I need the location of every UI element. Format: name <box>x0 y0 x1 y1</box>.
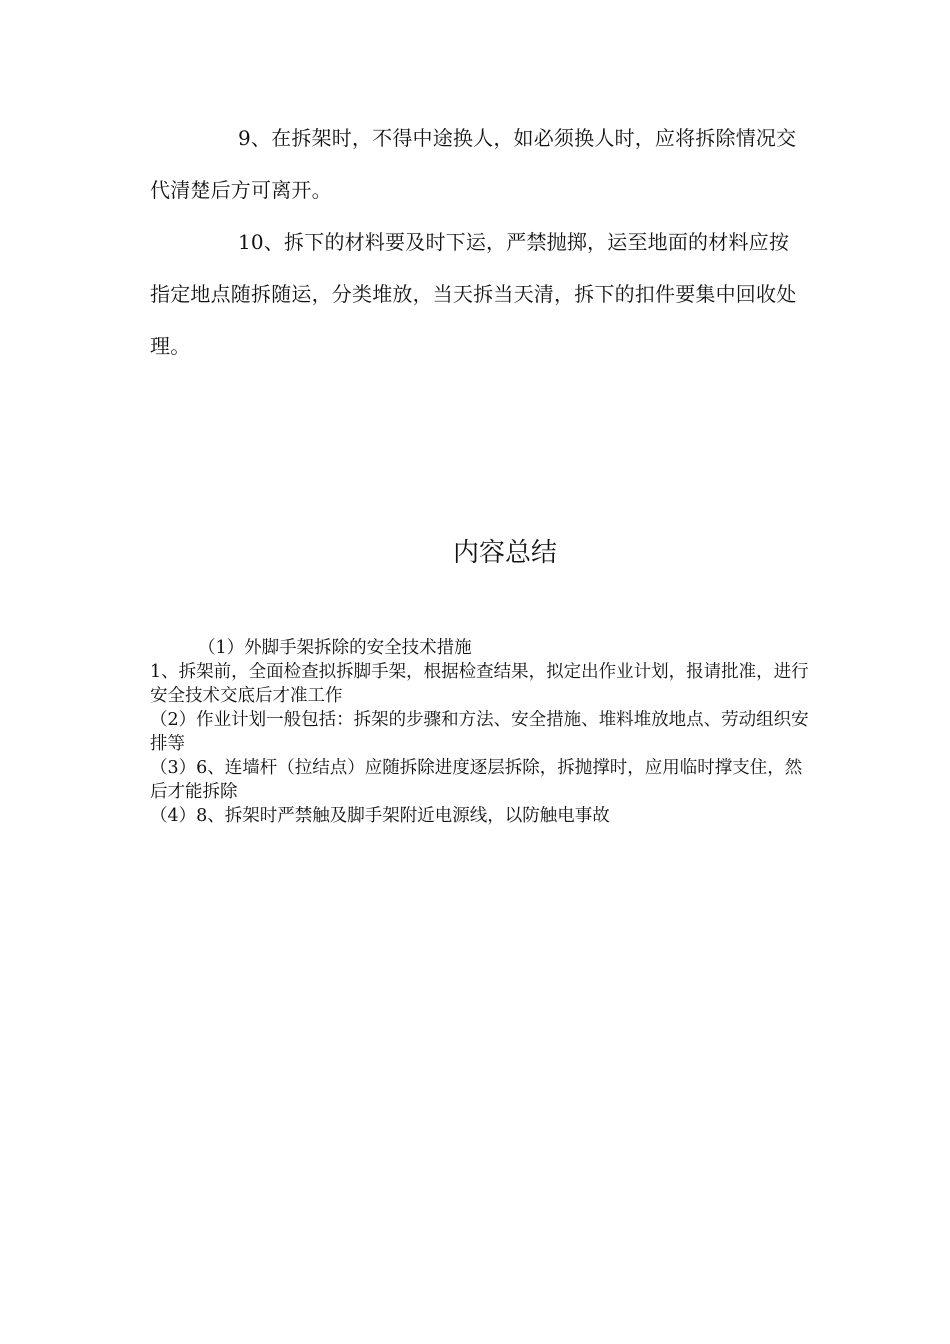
paragraph-item-9: 9、在拆架时，不得中途换人，如必须换人时，应将拆除情况交代清楚后方可离开。 <box>150 126 797 202</box>
paragraph-item-10: 10、拆下的材料要及时下运，严禁抛掷，运至地面的材料应按指定地点随拆随运，分类堆放，当天拆当天清，拆下的扣件要集中回收处理。 <box>150 230 797 358</box>
summary-line-1: （1）外脚手架拆除的安全技术措施 <box>198 638 472 658</box>
summary-line-5: （4）8、拆架时严禁触及脚手架附近电源线，以防触电事故 <box>150 806 610 826</box>
summary-line-4: （3）6、连墙杆（拉结点）应随拆除进度逐层拆除，拆抛撑时，应用临时撑支住，然后才能拆除 <box>150 758 803 802</box>
summary-line-2: 1、拆架前，全面检查拟拆脚手架，根据检查结果，拟定出作业计划，报请批准，进行安全技术交底后才准工作 <box>150 662 809 706</box>
summary-line-3: （2）作业计划一般包括：拆架的步骤和方法、安全措施、堆料堆放地点、劳动组织安排等 <box>150 710 809 754</box>
summary-title: 内容总结 <box>452 538 557 568</box>
summary-block <box>150 636 810 828</box>
